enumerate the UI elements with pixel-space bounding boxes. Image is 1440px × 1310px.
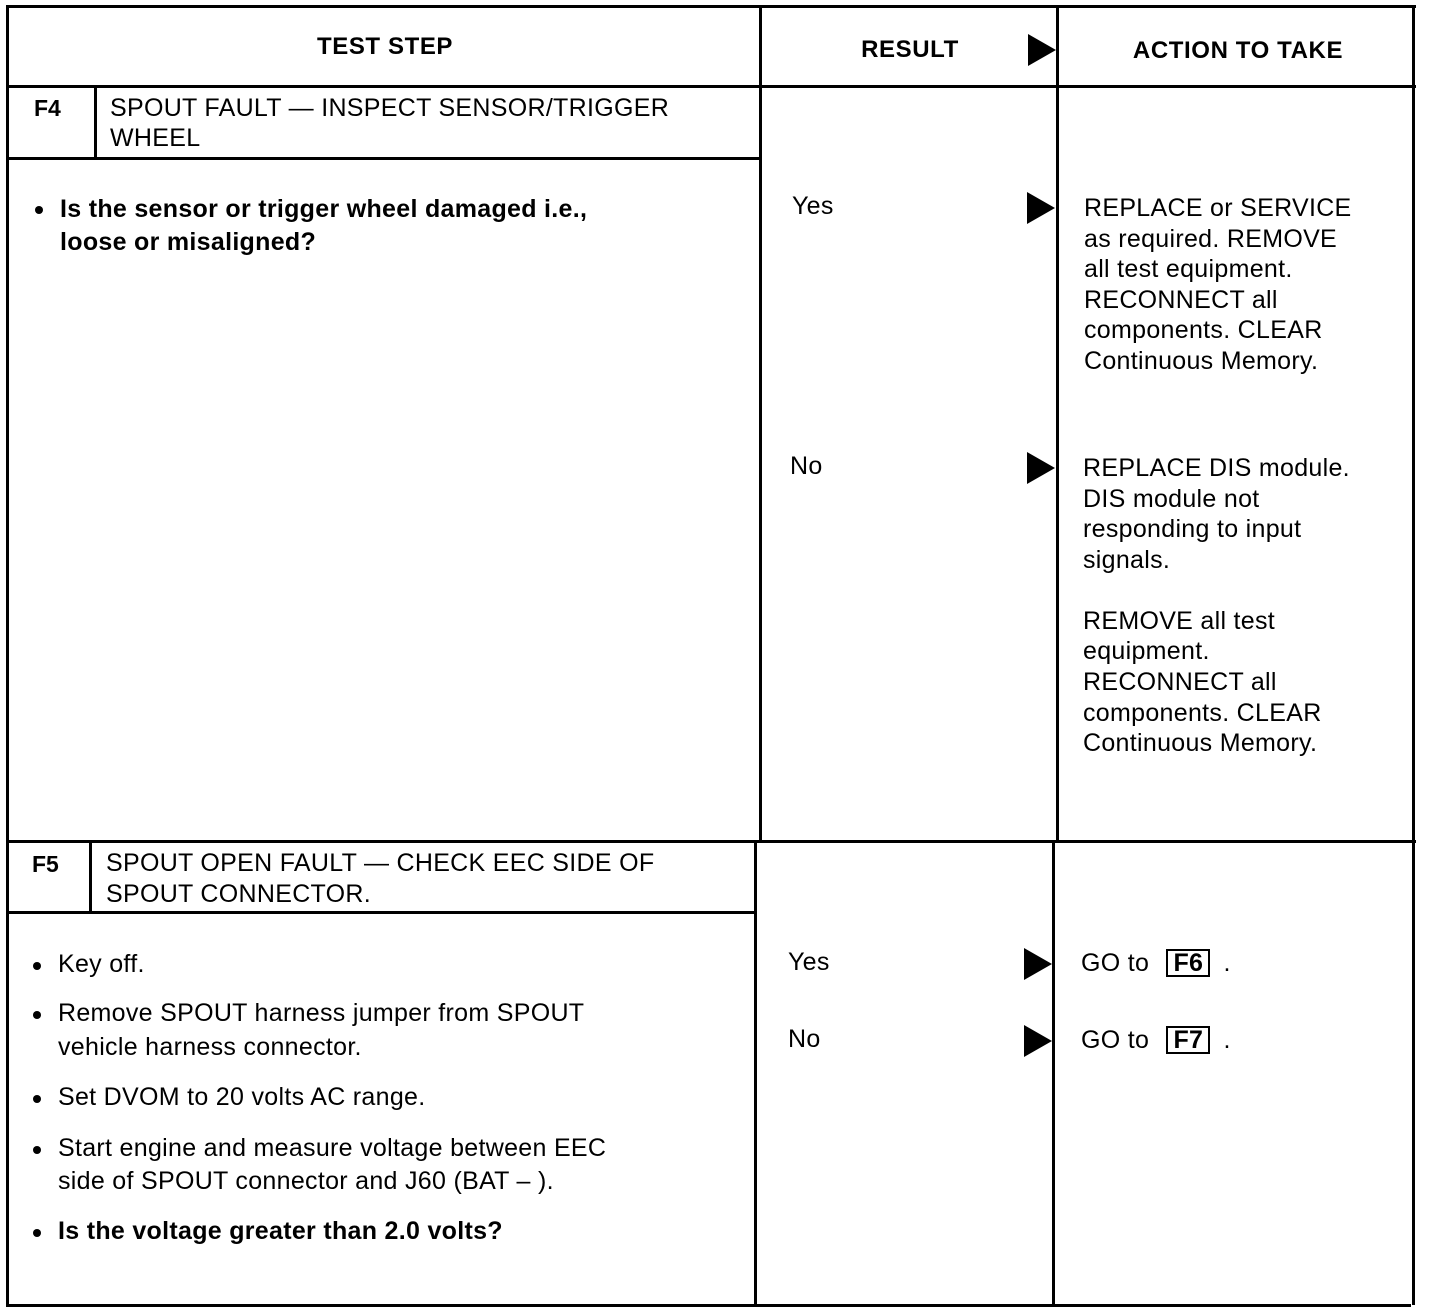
f5-step-line: Start engine and measure voltage between EEC: [58, 1134, 607, 1162]
f5-step-bullet: [33, 962, 41, 970]
f4-yes-action-line: as required. REMOVE: [1084, 225, 1338, 253]
f4-yes-arrow-icon: [1027, 192, 1055, 224]
f5-result-no: No: [788, 1025, 821, 1053]
f4-yes-action-line: all test equipment.: [1084, 255, 1293, 283]
f4-result-yes: Yes: [792, 192, 834, 220]
go-to-text: GO to: [1081, 949, 1150, 977]
f4-no-arrow-icon: [1027, 452, 1055, 484]
f5-question: Is the voltage greater than 2.0 volts?: [58, 1217, 503, 1245]
f4-title-line-1: SPOUT FAULT — INSPECT SENSOR/TRIGGER: [110, 94, 670, 122]
f5-no-arrow-icon: [1024, 1025, 1052, 1057]
header-action: ACTION TO TAKE: [1132, 37, 1344, 64]
f4-no-action-line: responding to input: [1083, 515, 1302, 543]
f5-yes-action: [1081, 948, 1231, 979]
f5-yes-arrow-icon: [1024, 948, 1052, 980]
f4-no-action-line: REPLACE DIS module.: [1083, 454, 1350, 482]
f4-title-line-2: WHEEL: [110, 124, 201, 152]
f4-yes-action-line: REPLACE or SERVICE: [1084, 194, 1352, 222]
step-ref-f7[interactable]: F7: [1166, 1026, 1210, 1054]
f5-step-line: Set DVOM to 20 volts AC range.: [58, 1083, 426, 1111]
f5-step-bullet: [33, 1011, 41, 1019]
header-test-step: TEST STEP: [316, 33, 454, 60]
header-result: RESULT: [861, 36, 959, 63]
header-arrow-icon: [1028, 34, 1056, 66]
f5-title-line-1: SPOUT OPEN FAULT — CHECK EEC SIDE OF: [106, 849, 655, 877]
f4-yes-action-line: components. CLEAR: [1084, 316, 1323, 344]
step-ref-f6[interactable]: F6: [1166, 949, 1210, 977]
f5-step-line: vehicle harness connector.: [58, 1033, 362, 1061]
f4-no-action-line: components. CLEAR: [1083, 699, 1322, 727]
f5-step-line: Remove SPOUT harness jumper from SPOUT: [58, 999, 585, 1027]
f5-result-yes: Yes: [788, 948, 830, 976]
f4-yes-action-line: Continuous Memory.: [1084, 347, 1319, 375]
f4-no-action-line: equipment.: [1083, 637, 1210, 665]
f5-step-id: F5: [32, 851, 59, 877]
f4-question-line-2: loose or misaligned?: [60, 228, 317, 256]
f4-no-action-line: RECONNECT all: [1083, 668, 1277, 696]
f4-no-action-line: REMOVE all test: [1083, 607, 1276, 635]
go-to-text: GO to: [1081, 1026, 1150, 1054]
f4-question-bullet: [35, 206, 43, 214]
f4-question-line-1: Is the sensor or trigger wheel damaged i.e.,: [60, 195, 588, 223]
f4-yes-action-line: RECONNECT all: [1084, 286, 1278, 314]
f5-step-bullet: [33, 1095, 41, 1103]
f5-step-line: side of SPOUT connector and J60 (BAT – ).: [58, 1167, 554, 1195]
f5-no-action: [1081, 1025, 1231, 1056]
f4-no-action-line: Continuous Memory.: [1083, 729, 1318, 757]
f4-no-action-line: signals.: [1083, 546, 1171, 574]
f5-step-line: Key off.: [58, 950, 145, 978]
period: .: [1223, 949, 1231, 977]
f4-step-id: F4: [34, 95, 61, 121]
f4-no-action-line: DIS module not: [1083, 485, 1260, 513]
f5-question-bullet: [33, 1229, 41, 1237]
period: .: [1223, 1026, 1231, 1054]
f5-step-bullet: [33, 1146, 41, 1154]
f5-title-line-2: SPOUT CONNECTOR.: [106, 880, 372, 908]
f4-result-no: No: [790, 452, 823, 480]
